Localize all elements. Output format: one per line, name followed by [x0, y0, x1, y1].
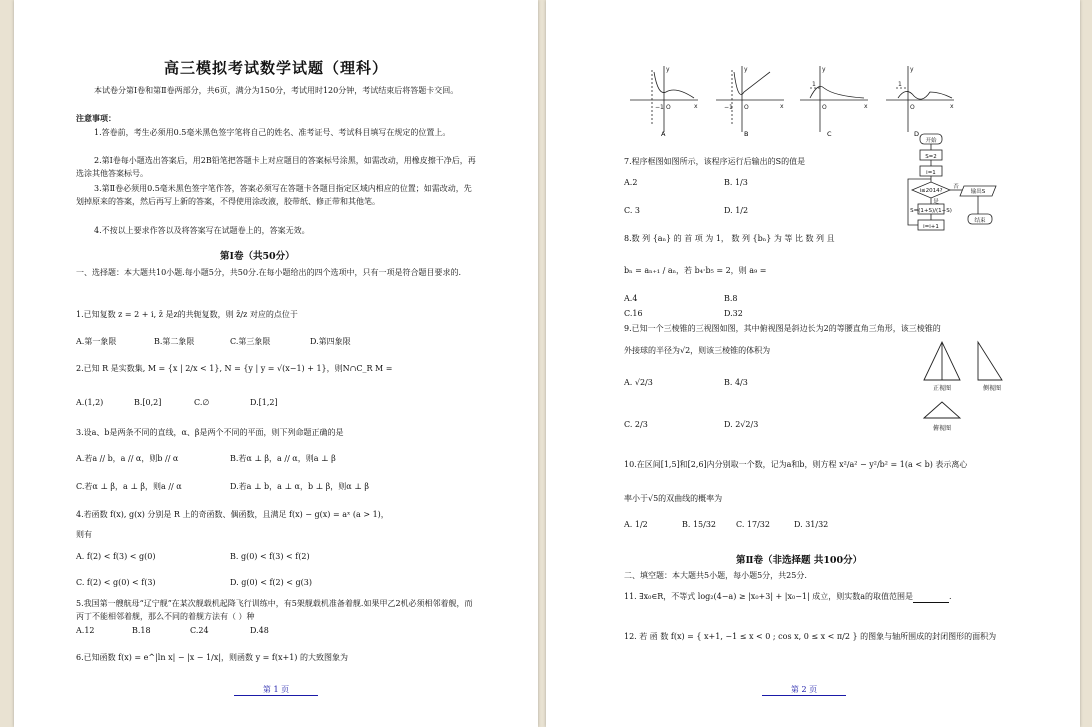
flow-no: 否: [953, 184, 959, 190]
exam-page-1: [14, 0, 538, 727]
svg-text:1: 1: [898, 81, 902, 88]
q4-option-b: B. g(0) < f(3) < f(2): [230, 552, 310, 561]
svg-text:O: O: [910, 104, 915, 111]
q2-option-a: A.(1,2): [76, 398, 104, 407]
q7-flowchart: [906, 132, 1016, 238]
q3-option-c: C.若α ⊥ β，a ⊥ β，则a // α: [76, 482, 182, 491]
question-1: 1.已知复数 z = 2 + i, z̄ 是z的共轭复数，则 z̄/z 对应的点位于: [76, 310, 298, 319]
q8-option-b: B.8: [724, 294, 738, 303]
flow-s-update: S=(1+S)/(1−S): [910, 208, 952, 214]
q11-answer-blank[interactable]: [913, 594, 949, 603]
q4-option-c: C. f(2) < g(0) < f(3): [76, 578, 156, 587]
q5-option-d: D.48: [250, 626, 269, 635]
q1-option-a: A.第一象限: [76, 337, 117, 346]
q2-option-d: D.[1,2]: [250, 398, 278, 407]
question-10-continued: 率小于√5的双曲线的概率为: [624, 494, 723, 503]
notice-heading: 注意事项：: [76, 113, 116, 123]
q5-option-a: A.12: [76, 626, 95, 635]
graph-label-b: B: [744, 130, 749, 138]
svg-text:x: x: [694, 103, 698, 110]
q9-option-c: C. 2/3: [624, 420, 648, 429]
q4-option-d: D. g(0) < f(2) < g(3): [230, 578, 312, 587]
svg-text:x: x: [780, 103, 784, 110]
svg-text:−1: −1: [655, 104, 664, 111]
part-2-description: 二、填空题：本大题共5小题，每小题5分，共25分.: [624, 571, 807, 580]
svg-text:y: y: [744, 66, 748, 73]
graph-label-c: C: [827, 130, 832, 138]
notice-4: 4.不按以上要求作答以及将答案写在试题卷上的，答案无效。: [94, 226, 310, 235]
flow-output: 输出S: [970, 189, 986, 195]
notice-2: 2.第Ⅰ卷每小题选出答案后，用2B铅笔把答题卡上对应题目的答案标号涂黑，如需改动，用橡皮擦干净后，再选涂其他答案标号。: [76, 156, 476, 178]
intro-text: 本试卷分第Ⅰ卷和第Ⅱ卷两部分，共6页，满分为150分，考试用时120分钟，考试结束后将答题卡交回。: [94, 86, 459, 95]
q7-option-c: C. 3: [624, 206, 641, 215]
svg-text:O: O: [744, 104, 749, 111]
flow-s-init: S=2: [925, 154, 937, 160]
q7-option-b: B. 1/3: [724, 178, 748, 187]
q9-option-d: D. 2√2/3: [724, 420, 759, 429]
question-8: 8.数 列 {aₙ} 的 首 项 为 1， 数 列 {bₙ} 为 等 比 数 列 且: [624, 234, 835, 243]
svg-text:y: y: [666, 66, 670, 73]
q9-option-b: B. 4/3: [724, 378, 748, 387]
question-8-continued: bₙ = aₙ₊₁ / aₙ，若 b₄·b₅ = 2，则 a₉ =: [624, 266, 767, 275]
question-2: 2.已知 R 是实数集, M = {x | 2/x < 1}, N = {y | y = √(x−1) + 1}，则N∩C_R M =: [76, 364, 393, 373]
svg-text:O: O: [822, 104, 827, 111]
q2-option-b: B.[0,2]: [134, 398, 162, 407]
question-7: 7.程序框图如图所示，该程序运行后输出的S的值是: [624, 157, 806, 166]
exam-page-2: [546, 0, 1080, 727]
question-12: 12. 若 函 数 f(x) = { x+1, −1 ≤ x < 0 ; cos x, 0 ≤ x < π/2 } 的图象与轴所围成的封闭图形的面积为: [624, 632, 997, 641]
flow-yes: 是: [933, 199, 939, 205]
page-2-footer: 第 2 页: [762, 684, 846, 696]
page-title: 高三模拟考试数学试题（理科）: [164, 59, 389, 77]
front-view-label: 正视图: [932, 385, 952, 392]
q3-option-a: A.若a // b，a // α，则b // α: [76, 454, 179, 463]
q9-three-views: [918, 338, 1022, 436]
q10-option-b: B. 15/32: [682, 520, 717, 529]
q2-option-c: C.∅: [194, 398, 210, 407]
q5-option-c: C.24: [190, 626, 209, 635]
svg-text:x: x: [864, 103, 868, 110]
q5-option-b: B.18: [132, 626, 151, 635]
q8-option-d: D.32: [724, 309, 743, 318]
q9-option-a: A. √2/3: [624, 378, 653, 387]
q8-option-c: C.16: [624, 309, 643, 318]
q1-option-b: B.第二象限: [154, 337, 195, 346]
side-view-label: 侧视图: [982, 385, 1002, 392]
question-10: 10.在区间[1,5]和[2,6]内分别取一个数，记为a和b，则方程 x²/a² − y²/b² = 1(a < b) 表示离心: [624, 460, 968, 469]
q10-option-a: A. 1/2: [624, 520, 648, 529]
question-11-text: 11. ∃x₀∈R，不等式 log₂(4−a) ≥ |x₀+3| + |x₀−1| 成立，则实数a的取值范围是: [624, 592, 914, 601]
question-4-continued: 则有: [76, 530, 92, 539]
notice-1: 1.答卷前，考生必须用0.5毫米黑色签字笔将自己的姓名、准考证号、考试科目填写在规定的位置上。: [94, 128, 451, 137]
notice-3: 3.第Ⅱ卷必须用0.5毫米黑色签字笔作答，答案必须写在答题卡各题目指定区域内相应的位置；如需改动，先划掉原来的答案，然后再写上新的答案，不得使用涂改液，胶带纸、修正带和其他笔。: [76, 184, 472, 206]
q10-option-c: C. 17/32: [736, 520, 770, 529]
svg-text:x: x: [950, 103, 954, 110]
question-9: 9.已知一个三棱锥的三视图如图，其中俯视图是斜边长为2的等腰直角三角形，该三棱锥的: [624, 324, 941, 333]
q6-answer-graphs: [624, 62, 984, 140]
part-1-description: 一、选择题：本大题共10小题.每小题5分，共50分.在每小题给出的四个选项中，只有一项是符合题目要求的.: [76, 268, 462, 277]
question-9-continued: 外接球的半径为√2，则该三棱锥的体积为: [624, 346, 771, 355]
q4-option-a: A. f(2) < f(3) < g(0): [76, 552, 156, 561]
q7-option-a: A.2: [624, 178, 638, 187]
q8-option-a: A.4: [624, 294, 638, 303]
q3-option-b: B.若α ⊥ β，a // α，则a ⊥ β: [230, 454, 336, 463]
question-5: 5.我国第一艘航母“辽宁舰”在某次舰载机起降飞行训练中，有5架舰载机准备着舰.如果甲乙2机必须相邻着舰，而丙丁不能相邻着舰，那么不同的着舰方法有（ ）种: [76, 599, 473, 621]
svg-text:y: y: [910, 66, 914, 73]
flow-end: 结束: [974, 218, 986, 224]
question-6: 6.已知函数 f(x) = e^|ln x| − |x − 1/x|，则函数 y = f(x+1) 的大致图象为: [76, 653, 348, 662]
svg-text:1: 1: [812, 81, 816, 88]
question-3: 3.设a、b是两条不同的直线，α、β是两个不同的平面，则下列命题正确的是: [76, 428, 344, 437]
page-1-footer: 第 1 页: [234, 684, 318, 696]
question-4: 4.若函数 f(x), g(x) 分别是 R 上的奇函数、偶函数，且满足 f(x) − g(x) = aˣ (a > 1)，: [76, 510, 389, 519]
section-1-heading: 第Ⅰ卷（共50分）: [220, 251, 295, 262]
flow-start: 开始: [925, 138, 937, 144]
flow-i-update: i=i+1: [923, 224, 939, 230]
question-11: 11. ∃x₀∈R，不等式 log₂(4−a) ≥ |x₀+3| + |x₀−1| 成立，则实数a的取值范围是 .: [624, 592, 952, 601]
q7-option-d: D. 1/2: [724, 206, 749, 215]
q10-option-d: D. 31/32: [794, 520, 829, 529]
svg-text:y: y: [822, 66, 826, 73]
graph-label-a: A: [661, 130, 666, 138]
flow-condition: i≤2014?: [919, 188, 943, 194]
flow-i-init: i=1: [926, 170, 936, 176]
top-view-label: 俯视图: [932, 425, 952, 432]
q1-option-c: C.第三象限: [230, 337, 271, 346]
svg-text:O: O: [666, 104, 671, 111]
section-2-heading: 第Ⅱ卷（非选择题 共100分）: [736, 555, 863, 566]
graph-label-d: D: [914, 130, 920, 138]
q3-option-d: D.若a ⊥ b，a ⊥ α，b ⊥ β，则α ⊥ β: [230, 482, 369, 491]
svg-text:−1: −1: [724, 104, 733, 111]
q1-option-d: D.第四象限: [310, 337, 351, 346]
